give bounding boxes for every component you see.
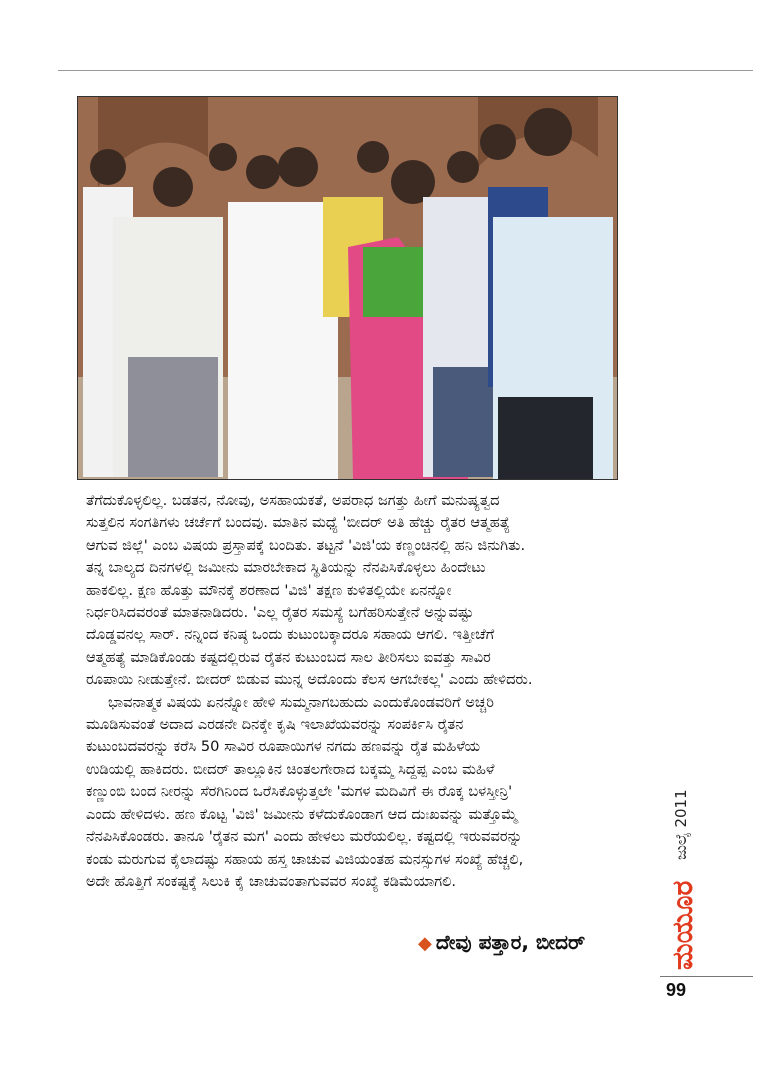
page-number: 99 — [666, 980, 687, 1000]
issue-date: ಜುಲೈ 2011 — [672, 789, 690, 860]
article-paragraph: ಭಾವನಾತ್ಮಕ ವಿಷಯ ಏನನ್ನೋ ಹೇಳಿ ಸುಮ್ಮನಾಗಬಹುದು ಎಂದುಕೊಂಡವರಿಗೆ ಅಚ್ಚರಿ ಮೂಡಿಸುವಂತೆ ಅದಾದ ಎರಡನೇ ದಿನಕ್ಕೇ ಕೃಷಿ ಇಲಾಖೆಯವರನ್ನು ಸಂಪರ್ಕಿಸಿ ರೈತನ ಕುಟುಂಬದವರನ್ನು ಕರೆಸಿ 50 ಸಾವಿರ ರೂಪಾಯಿಗಳ ನಗದು ಹಣವನ್ನು ರೈತ ಮಹಿಳೆಯ ಉಡಿಯಲ್ಲಿ ಹಾಕಿದರು. ಬೀದರ್ ತಾಲ್ಲೂಕಿನ ಚಿಂತಲಗೇರಾದ ಬಕ್ಕಮ್ಮ ಸಿದ್ದಪ್ಪ ಎಂಬ ಮಹಿಳೆ ಕಣ್ಣುಂಬಿ ಬಂದ ನೀರನ್ನು ಸೆರಗಿನಿಂದ ಒರೆಸಿಕೊಳ್ಳುತ್ತಲೇ 'ಮಗಳ ಮದಿವಿಗೆ ಈ ರೊಕ್ಕ ಬಳಸ್ತೀನ್ರಿ' ಎಂದು ಹೇಳಿದಳು. ಹಣ ಕೊಟ್ಟ 'ವಿಜಿ' ಜಮೀನು ಕಳೆದುಕೊಂಡಾಗ ಆದ ದುಃಖವನ್ನು ಮತ್ತೊಮ್ಮೆ ನೆನಪಿಸಿಕೊಂಡರು. ತಾನೂ 'ರೈತನ ಮಗ' ಎಂದು ಹೇಳಲು ಮರೆಯಲಿಲ್ಲ. ಕಷ್ಟದಲ್ಲಿ ಇರುವವರನ್ನು ಕಂಡು ಮರುಗುವ ಕೈಲಾದಷ್ಟು ಸಹಾಯ ಹಸ್ತ ಚಾಚುವ ವಿಜಿಯಂತಹ ಮನಸ್ಸುಗಳ ಸಂಖ್ಯೆ ಹೆಚ್ಚಲಿ, ಅದೇ ಹೊತ್ತಿಗೆ ಸಂಕಷ್ಟಕ್ಕೆ ಸಿಲುಕಿ ಕೈ ಚಾಚುವಂತಾಗುವವರ ಸಂಖ್ಯೆ ಕಡಿಮೆಯಾಗಲಿ. — [86, 693, 524, 890]
article-body — [86, 490, 614, 893]
article-photo — [77, 96, 618, 480]
byline — [418, 930, 585, 954]
diamond-bullet-icon: ◆ — [418, 933, 432, 954]
footer-divider — [660, 976, 753, 977]
magazine-logo: ಮಯೂರ — [666, 880, 699, 970]
byline-author: ದೇವು ಪತ್ತಾರ, ಬೀದರ್ — [435, 930, 586, 954]
article-paragraph: ತೆಗೆದುಕೊಳ್ಳಲಿಲ್ಲ. ಬಡತನ, ನೋವು, ಅಸಹಾಯಕತೆ, ಅಪರಾಧ ಜಗತ್ತು ಹೀಗೆ ಮನುಷ್ಯತ್ವದ ಸುತ್ತಲಿನ ಸಂಗತಿಗಳು ಚರ್ಚೆಗೆ ಬಂದವು. ಮಾತಿನ ಮಧ್ಯೆ 'ಬೀದರ್ ಅತಿ ಹೆಚ್ಚು ರೈತರ ಆತ್ಮಹತ್ಯೆ ಆಗುವ ಜಿಲ್ಲೆ' ಎಂಬ ವಿಷಯ ಪ್ರಸ್ತಾಪಕ್ಕೆ ಬಂದಿತು. ತಟ್ಟನೆ 'ವಿಜಿ'ಯ ಕಣ್ಣಂಚಿನಲ್ಲಿ ಹನಿ ಜಿನುಗಿತು. ತನ್ನ ಬಾಲ್ಯದ ದಿನಗಳಲ್ಲಿ ಜಮೀನು ಮಾರಬೇಕಾದ ಸ್ಥಿತಿಯನ್ನು ನೆನಪಿಸಿಕೊಳ್ಳಲು ಹಿಂದೇಟು ಹಾಕಲಿಲ್ಲ. ಕ್ಷಣ ಹೊತ್ತು ಮೌನಕ್ಕೆ ಶರಣಾದ 'ವಿಜಿ' ತಕ್ಷಣ ಕುಳಿತಲ್ಲಿಯೇ ಏನನ್ನೋ ನಿರ್ಧರಿಸಿದವರಂತೆ ಮಾತನಾಡಿದರು. 'ಎಲ್ಲ ರೈತರ ಸಮಸ್ಯೆ ಬಗೆಹರಿಸುತ್ತೇನೆ ಅನ್ನುವಷ್ಟು ದೊಡ್ಡವನಲ್ಲ ಸಾರ್. ನನ್ನಿಂದ ಕನಿಷ್ಠ ಒಂದು ಕುಟುಂಬಕ್ಕಾದರೂ ಸಹಾಯ ಆಗಲಿ. ಇತ್ತೀಚೆಗೆ ಆತ್ಮಹತ್ಯೆ ಮಾಡಿಕೊಂಡು ಕಷ್ಟದಲ್ಲಿರುವ ರೈತನ ಕುಟುಂಬದ ಸಾಲ ತೀರಿಸಲು ಐವತ್ತು ಸಾವಿರ ರೂಪಾಯಿ ನೀಡುತ್ತೇನೆ. ಬೀದರ್ ಬಿಡುವ ಮುನ್ನ ಅದೊಂದು ಕೆಲಸ ಆಗಬೇಕಲ್ಲ' ಎಂದು ಹೇಳಿದರು. — [86, 492, 533, 689]
top-divider — [58, 70, 753, 71]
